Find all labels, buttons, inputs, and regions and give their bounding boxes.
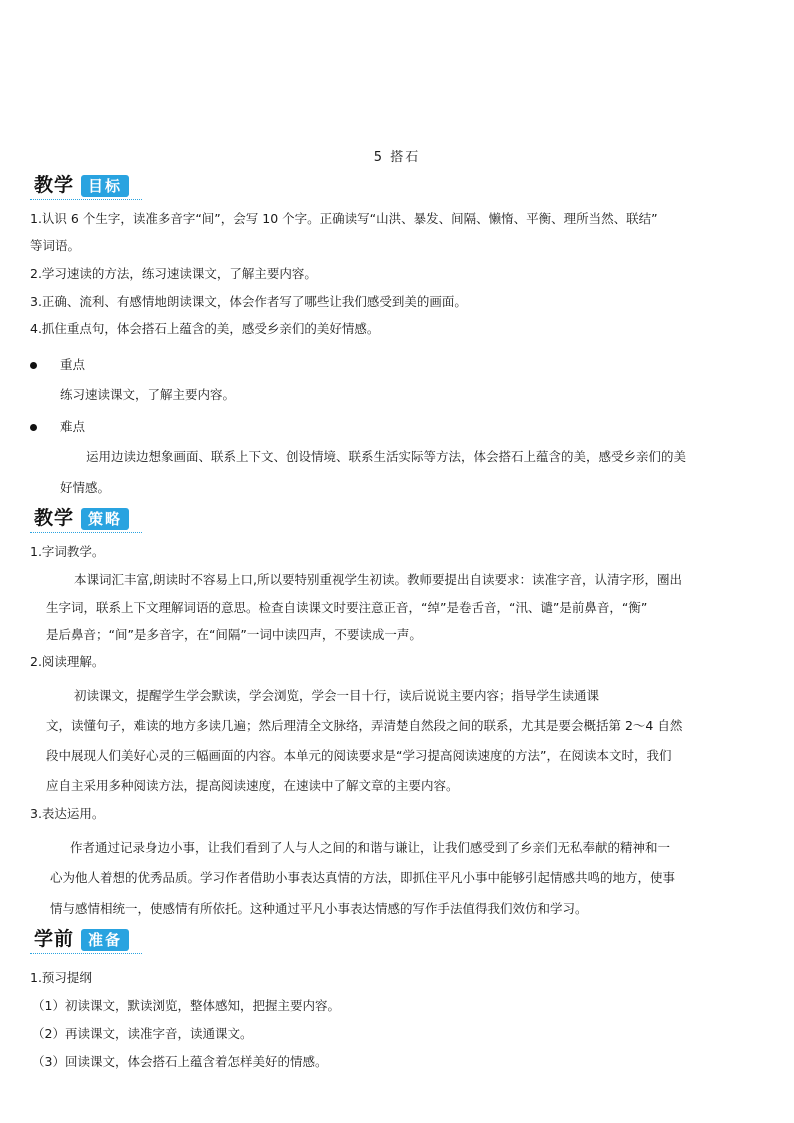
- goal-line: 3.正确、流利、有感情地朗读课文，体会作者写了哪些让我们感受到美的画面。: [30, 294, 467, 309]
- goal-line: 4.抓住重点句，体会搭石上蕴含的美，感受乡亲们的美好情感。: [30, 321, 380, 336]
- section-divider: [30, 532, 142, 533]
- strategy-heading: 2.阅读理解。: [30, 654, 105, 669]
- section-header-tag: 策略: [81, 508, 129, 530]
- section-header-goals: [30, 172, 142, 200]
- section-header-lead: 教学: [34, 174, 75, 196]
- section-header-lead: 学前: [34, 928, 75, 950]
- key-point-text: 练习速读课文，了解主要内容。: [60, 387, 236, 402]
- strategy-text: 情与感情相统一，使感情有所依托。这种通过平凡小事表达情感的写作手法值得我们效仿和学习。: [50, 901, 588, 916]
- section-header-tag: 准备: [81, 929, 129, 951]
- section-divider: [30, 199, 142, 200]
- section-header-prep: [30, 926, 142, 954]
- difficulty-text: 好情感。: [60, 480, 111, 495]
- strategy-heading: 3.表达运用。: [30, 806, 105, 821]
- strategy-text: 生字词，联系上下文理解词语的意思。检查自读课文时要注意正音，“绰”是卷舌音，“汛、谴”是前鼻音，“衡”: [46, 600, 648, 615]
- section-header-lead: 教学: [34, 507, 75, 529]
- section-header-tag: 目标: [81, 175, 129, 197]
- prep-item: （2）再读课文，读准字音，读通课文。: [32, 1026, 253, 1041]
- section-header-strategy: [30, 505, 142, 533]
- page-title: 5 搭石: [373, 150, 421, 165]
- strategy-text: 本课词汇丰富,朗读时不容易上口,所以要特别重视学生初读。教师要提出自读要求：读准字音，认清字形，圈出: [74, 572, 682, 587]
- goal-line: 等词语。: [30, 238, 81, 253]
- goal-line: 1.认识 6 个生字，读准多音字“间”，会写 10 个字。正确读写“山洪、暴发、间隔、懒惰、平衡、理所当然、联结”: [30, 211, 658, 226]
- prep-item: （3）回读课文，体会搭石上蕴含着怎样美好的情感。: [32, 1054, 328, 1069]
- strategy-text: 文，读懂句子，难读的地方多读几遍；然后理清全文脉络，弄清楚自然段之间的联系，尤其是要会概括第 2～4 自然: [46, 718, 683, 733]
- strategy-text: 应自主采用多种阅读方法，提高阅读速度，在速读中了解文章的主要内容。: [46, 778, 459, 793]
- strategy-text: 心为他人着想的优秀品质。学习作者借助小事表达真情的方法，即抓住平凡小事中能够引起情感共鸣的地方，使事: [50, 870, 676, 885]
- bullet-icon: [30, 362, 37, 369]
- key-point-label: 重点: [60, 357, 86, 372]
- strategy-text: 作者通过记录身边小事，让我们看到了人与人之间的和谐与谦让，让我们感受到了乡亲们无私奉献的精神和一: [70, 840, 671, 855]
- goal-line: 2.学习速读的方法，练习速读课文，了解主要内容。: [30, 266, 317, 281]
- strategy-text: 段中展现人们美好心灵的三幅画面的内容。本单元的阅读要求是“学习提高阅读速度的方法”，在阅读本文时，我们: [46, 748, 672, 763]
- prep-item: （1）初读课文，默读浏览，整体感知，把握主要内容。: [32, 998, 340, 1013]
- strategy-text: 是后鼻音；“间”是多音字，在“间隔”一词中读四声，不要读成一声。: [46, 627, 422, 642]
- difficulty-text: 运用边读边想象画面、联系上下文、创设情境、联系生活实际等方法，体会搭石上蕴含的美，感受乡亲们的美: [86, 449, 687, 464]
- strategy-text: 初读课文，提醒学生学会默读，学会浏览，学会一目十行，读后说说主要内容；指导学生读通课: [74, 688, 600, 703]
- prep-heading: 1.预习提纲: [30, 970, 92, 985]
- difficulty-label: 难点: [60, 419, 86, 434]
- strategy-heading: 1.字词教学。: [30, 544, 105, 559]
- section-divider: [30, 953, 142, 954]
- bullet-icon: [30, 424, 37, 431]
